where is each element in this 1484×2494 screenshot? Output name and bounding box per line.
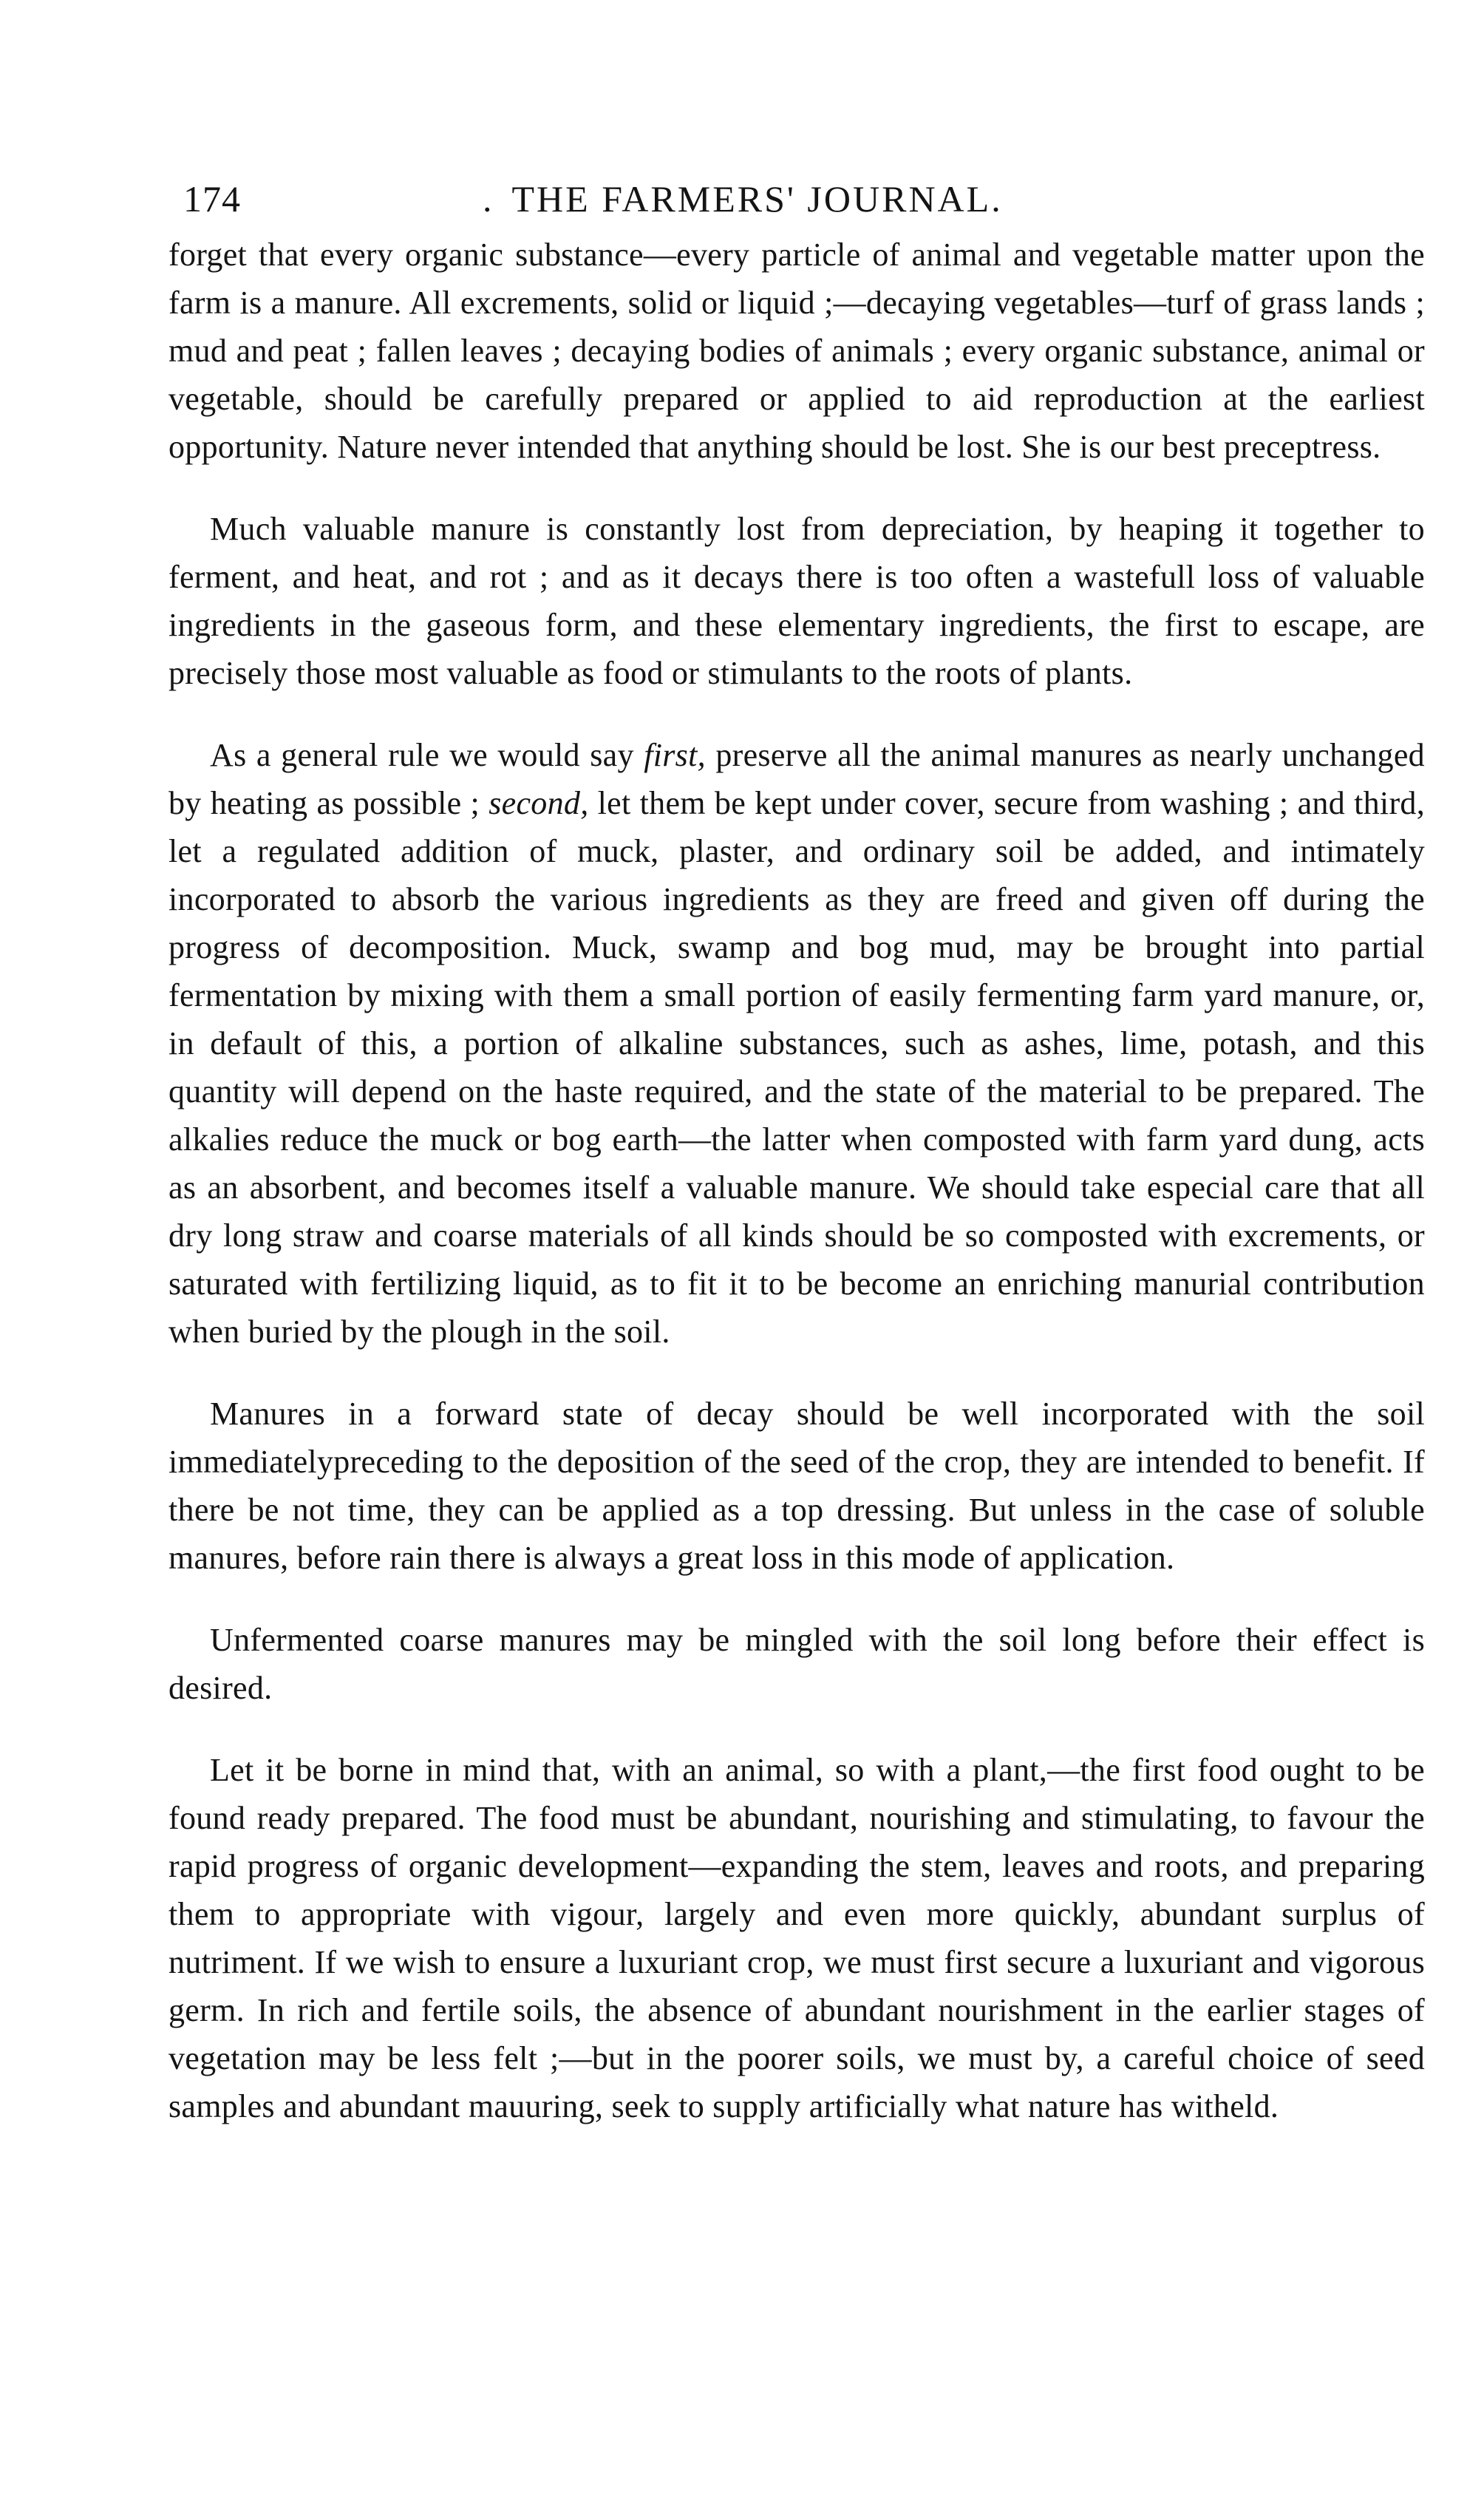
paragraph-5: Unfermented coarse manures may be mingled with the soil long before their effect is desired. [169, 1622, 1425, 1706]
running-title [483, 177, 1003, 220]
paragraph-6: Let it be borne in mind that, with an animal, so with a plant,—the first food ought to be found ready prepared. The food must be abundant, nourishing and stimulating, to favour the rapid progress of organic development—expanding the stem, leaves and roots, and preparing them to appropriate with vigour, largely and even more quickly, abundant surplus of nutriment. If we wish to ensure a luxuriant crop, we must first secure a luxuriant and vigorous germ. In rich and fertile soils, the absence of abundant nourishment in the earlier stages of vegetation may be less felt ;—but in the poorer soils, we must by, a careful choice of seed samples and abundant mauuring, seek to supply artificially what nature has witheld. [169, 1752, 1425, 2124]
page-number: 174 [183, 178, 241, 220]
paragraph-4: Manures in a forward state of decay should be well incorporated with the soil immediatelypreceding to the deposition of the seed of the crop, they are intended to benefit. If there be not time, they can be applied as a top dressing. But unless in the case of soluble manures, before rain there is always a great loss in this mode of application. [169, 1396, 1425, 1576]
paragraph-3-text-c: let them be kept under cover, secure from washing ; and third, let a regulated addition of muck, plaster, and ordinary soil be added, and intimately incorporated to absorb the various ingredients as they are freed and given off during the progress of decomposition. Muck, swamp and bog mud, may be brought into partial fermentation by mixing with them a small portion of easily fermenting farm yard manure, or, in default of this, a portion of alkaline substances, such as ashes, lime, potash, and this quantity will depend on the haste required, and the state of the material to be prepared. The alkalies reduce the muck or bog earth—the latter when composted with farm yard dung, acts as an absorbent, and becomes itself a valuable manure. We should take especial care that all dry long straw and coarse materials of all kinds should be so composted with excrements, or saturated with fertilizing liquid, as to fit it to be become an enriching manurial contribution when buried by the plough in the soil. [169, 785, 1426, 1350]
paragraph-2: Much valuable manure is constantly lost from depreciation, by heaping it together to ferment, and heat, and rot ; and as it decays there is too often a wastefull loss of valuable ingredients in the gaseous form, and these elementary ingredients, the first to escape, are precisely those most valuable as food or stimulants to the roots of plants. [169, 511, 1425, 691]
running-header [169, 169, 1425, 228]
emphasis-first: first, [644, 737, 706, 773]
paragraph-3 [169, 731, 1425, 1356]
paragraph-3-text-b: preserve all the animal manures as nearly unchanged by heating as possible ; [169, 737, 1425, 821]
document-page [169, 169, 1425, 2164]
header-dot: . [483, 178, 494, 220]
emphasis-second: second, [489, 785, 589, 821]
journal-title: THE FARMERS' JOURNAL. [511, 178, 1003, 220]
paragraph-3-text-a: As a general rule we would say [210, 737, 644, 773]
paragraph-1: forget that every organic substance—every particle of animal and vegetable matter upon the farm is a manure. All excrements, solid or liquid ;—decaying vegetables—turf of grass lands ; mud and peat ; fallen leaves ; decaying bodies of animals ; every organic substance, animal or vegetable, should be carefully prepared or applied to aid reproduction at the earliest opportunity. Nature never intended that anything should be lost. She is our best preceptress. [169, 237, 1425, 465]
